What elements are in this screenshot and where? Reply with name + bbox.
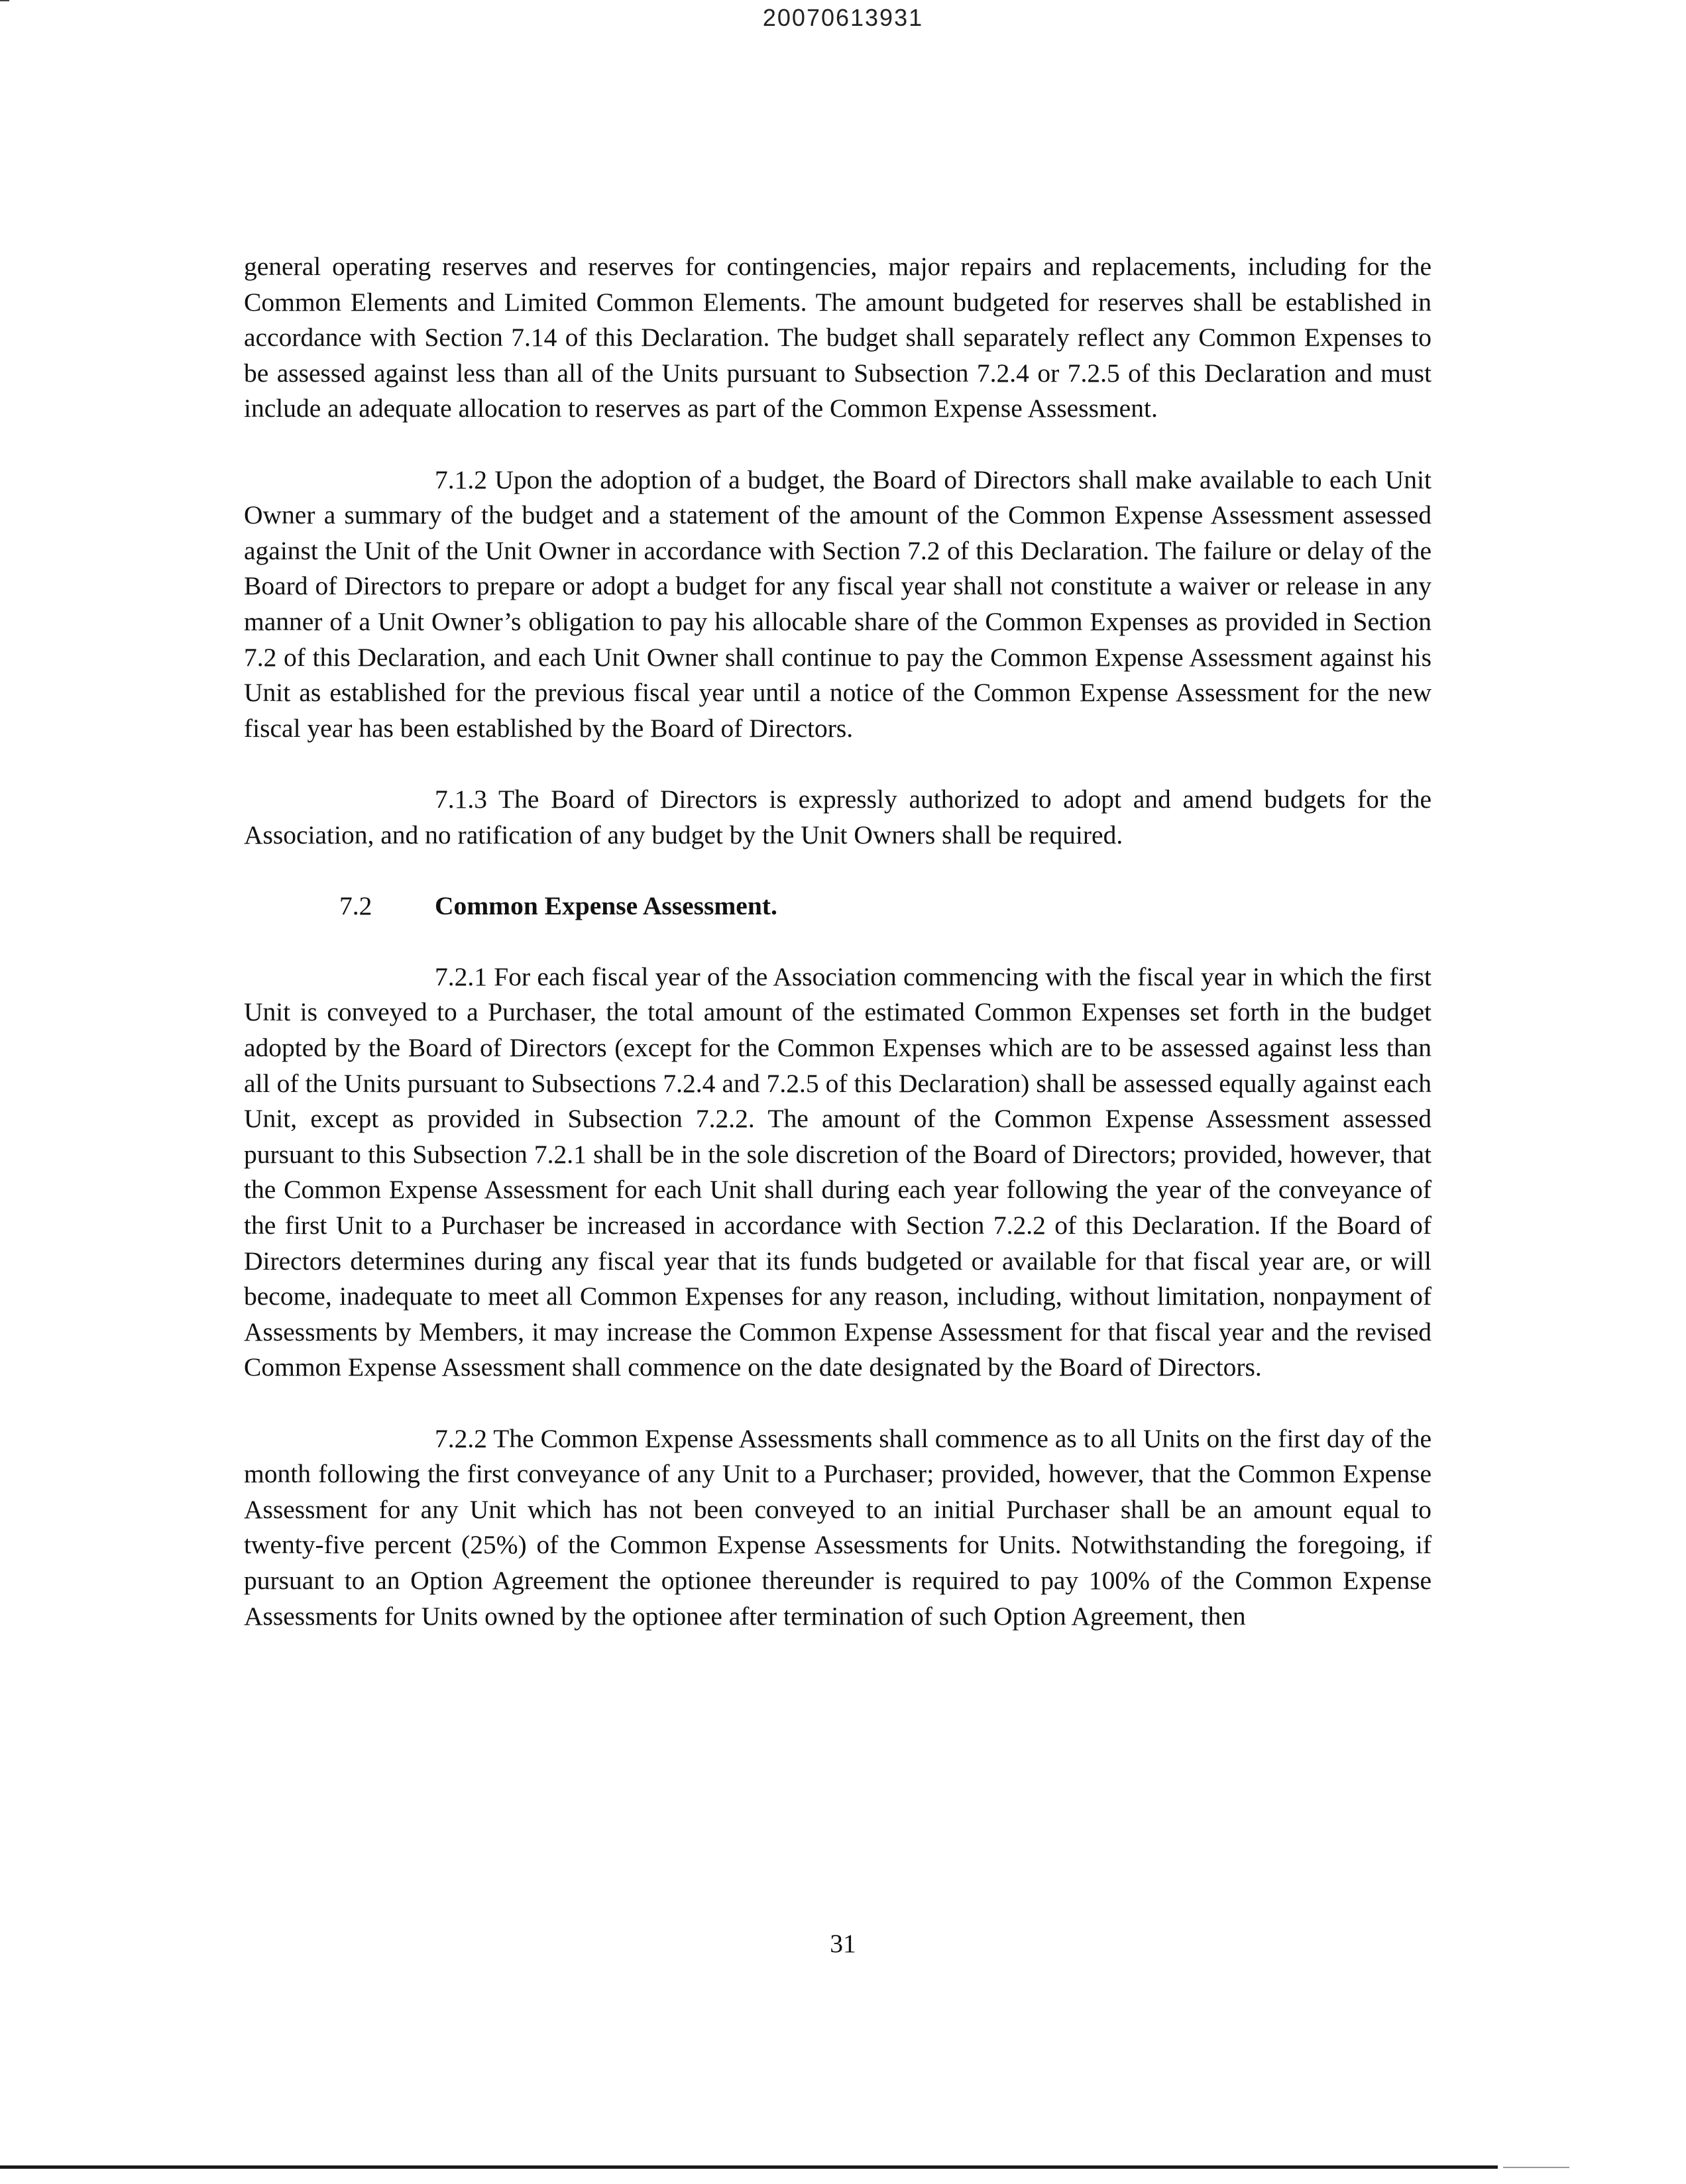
scan-corner-mark [0, 0, 9, 1]
section-heading-7-2 [244, 889, 1432, 924]
bottom-rule-faint [1503, 2167, 1569, 2168]
document-body [244, 249, 1432, 1670]
document-number: 20070613931 [762, 4, 924, 31]
paragraph-7-1-3: 7.1.3 The Board of Directors is expressly authorized to adopt and amend budgets for the Association, and no ratification of any budget by the Unit Owners shall be required. [244, 784, 1432, 849]
page-number: 31 [830, 1929, 856, 1958]
paragraph-reserves-continuation: general operating reserves and reserves for contingencies, major repairs and replacements, including for the Common Elements and Limited Common Elements. The amount budgeted for reserves shall be established in accordance with Section 7.14 of this Declaration. The budget shall separately reflect any Common Expenses to be assessed against less than all of the Units pursuant to Subsection 7.2.4 or 7.2.5 of this Declaration and must include an adequate allocation to reserves as part of the Common Expense Assessment. [244, 252, 1432, 423]
section-number: 7.2 [339, 891, 372, 920]
paragraph-7-2-1: 7.2.1 For each fiscal year of the Association commencing with the fiscal year in which the first Unit is conveyed to a Purchaser, the total amount of the estimated Common Expenses set forth in the budget adopted by the Board of Directors (except for the Common Expenses which are to be assessed against less than all of the Units pursuant to Subsections 7.2.4 and 7.2.5 of this Declaration) shall be assessed equally against each Unit, except as provided in Subsection 7.2.2. The amount of the Common Expense Assessment assessed pursuant to this Subsection 7.2.1 shall be in the sole discretion of the Board of Directors; provided, however, that the Common Expense Assessment for each Unit shall during each year following the year of the conveyance of the first Unit to a Purchaser be increased in accordance with Section 7.2.2 of this Declaration. If the Board of Directors determines during any fiscal year that its funds budgeted or available for that fiscal year are, or will become, inadequate to meet all Common Expenses for any reason, including, without limitation, nonpayment of Assessments by Members, it may increase the Common Expense Assessment for that fiscal year and the revised Common Expense Assessment shall commence on the date designated by the Board of Directors. [244, 961, 1432, 1382]
bottom-rule [0, 2165, 1498, 2169]
paragraph-7-1-2: 7.1.2 Upon the adoption of a budget, the Board of Directors shall make available to each Unit Owner a summary of the budget and a statement of the amount of the Common Expense Assessment assessed against the Unit of the Unit Owner in accordance with Section 7.2 of this Declaration. The failure or delay of the Board of Directors to prepare or adopt a budget for any fiscal year shall not constitute a waiver or release in any manner of a Unit Owner’s obligation to pay his allocable share of the Common Expenses as provided in Section 7.2 of this Declaration, and each Unit Owner shall continue to pay the Common Expense Assessment against his Unit as established for the previous fiscal year until a notice of the Common Expense Assessment for the new fiscal year has been established by the Board of Directors. [244, 464, 1432, 743]
section-title: Common Expense Assessment. [435, 891, 777, 920]
paragraph-7-2-2: 7.2.2 The Common Expense Assessments shall commence as to all Units on the first day of the month following the first conveyance of any Unit to a Purchaser; provided, however, that the Common Expense Assessment for any Unit which has not been conveyed to an initial Purchaser shall be an amount equal to twenty-five percent (25%) of the Common Expense Assessments for Units. Notwithstanding the foregoing, if pursuant to an Option Agreement the optionee thereunder is required to pay 100% of the Common Expense Assessments for Units owned by the optionee after termination of such Option Agreement, then [244, 1423, 1432, 1631]
